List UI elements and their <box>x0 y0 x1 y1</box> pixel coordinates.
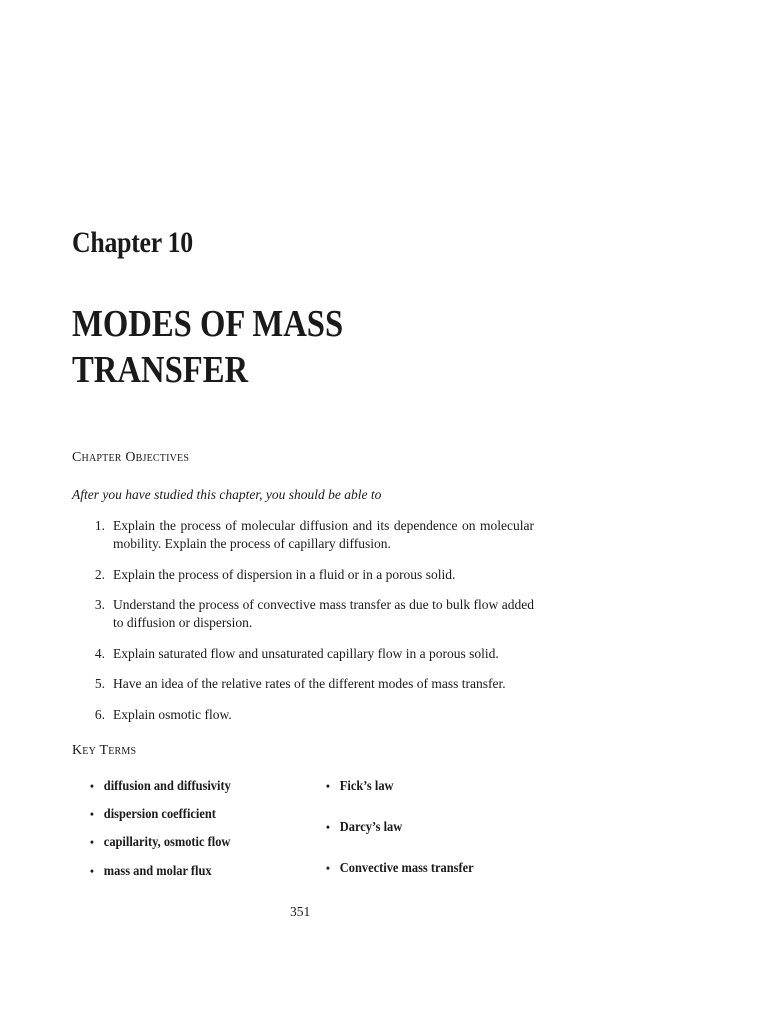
objective-text: Have an idea of the relative rates of the different modes of mass transfer. <box>113 676 506 691</box>
key-terms-heading: Key Terms <box>72 743 137 758</box>
objective-number: 6. <box>94 706 105 722</box>
key-term-label: Fick’s law <box>339 778 394 793</box>
objective-item <box>74 675 534 693</box>
key-term-label: Convective mass transfer <box>339 860 474 875</box>
chapter-title <box>72 301 343 393</box>
objective-item <box>74 706 534 724</box>
objective-item <box>74 566 534 584</box>
key-term <box>326 819 402 835</box>
chapter-title-line-2: TRANSFER <box>72 349 249 391</box>
key-term <box>90 778 231 794</box>
objective-number: 4. <box>94 645 105 661</box>
bullet-icon: • <box>326 779 330 793</box>
objective-number: 3. <box>94 597 105 612</box>
bullet-icon: • <box>90 779 94 793</box>
objective-item <box>74 517 534 553</box>
objective-text: Explain osmotic flow. <box>113 706 232 722</box>
bullet-icon: • <box>326 861 330 875</box>
key-term-label: Darcy’s law <box>339 819 403 834</box>
key-term <box>326 860 474 876</box>
objective-item <box>74 596 534 632</box>
objective-text: Explain the process of dispersion in a fluid or in a porous solid. <box>113 566 456 582</box>
objective-text: Explain saturated flow and unsaturated capillary flow in a porous solid. <box>113 645 499 661</box>
page-number: 351 <box>290 904 311 919</box>
key-term-label: capillarity, osmotic flow <box>103 834 231 849</box>
objective-item <box>74 645 534 663</box>
key-term <box>326 778 394 794</box>
objectives-intro: After you have studied this chapter, you should be able to <box>72 487 382 502</box>
bullet-icon: • <box>90 807 94 821</box>
objectives-heading: Chapter Objectives <box>72 450 190 465</box>
objectives-list <box>74 517 534 736</box>
objective-number: 5. <box>94 676 105 691</box>
bullet-icon: • <box>90 835 94 849</box>
bullet-icon: • <box>90 864 94 878</box>
bullet-icon: • <box>326 820 330 834</box>
chapter-title-line-1: MODES OF MASS <box>72 303 344 345</box>
chapter-label: Chapter 10 <box>72 226 193 259</box>
key-term <box>90 806 216 822</box>
key-term <box>90 834 230 850</box>
key-term-label: diffusion and diffusivity <box>103 778 231 793</box>
objective-number: 2. <box>94 566 105 582</box>
objective-number: 1. <box>94 518 105 533</box>
objective-text: Explain the process of molecular diffusion and its dependence on molecular mobility. Explain the process of capillary diffusion. <box>113 518 534 551</box>
objective-text: Understand the process of convective mass transfer as due to bulk flow added to diffusion or dispersion. <box>113 597 534 630</box>
key-term <box>90 863 212 879</box>
key-term-label: mass and molar flux <box>103 863 212 878</box>
key-term-label: dispersion coefficient <box>103 806 216 821</box>
